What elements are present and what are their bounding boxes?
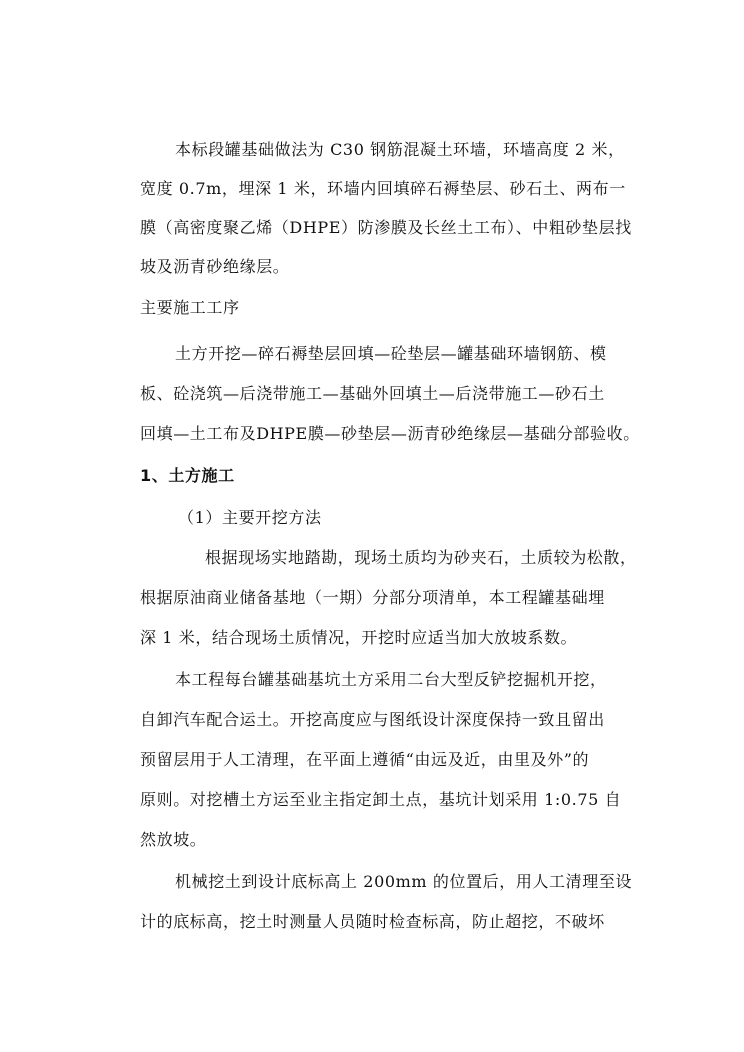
paragraph4-line2: 自卸汽车配合运土。开挖高度应与图纸设计深度保持一致且留出 bbox=[140, 710, 605, 729]
paragraph4-line1: 本工程每台罐基础基坑土方采用二台大型反铲挖掘机开挖， bbox=[175, 670, 607, 689]
paragraph1-line3: 膜（高密度聚乙烯（DHPE）防渗膜及长丝土工布）、中粗砂垫层找 bbox=[140, 218, 632, 237]
paragraph2-line2: 板、砼浇筑—后浇带施工—基础外回填土—后浇带施工—砂石土 bbox=[140, 384, 605, 403]
paragraph5-line1: 机械挖土到设计底标高上 200mm 的位置后，用人工清理至设 bbox=[175, 872, 633, 891]
paragraph4-line3: 预留层用于人工清理，在平面上遵循“由远及近，由里及外”的 bbox=[140, 750, 590, 769]
paragraph4-line4: 原则。对挖槽土方运至业主指定卸土点，基坑计划采用 1:0.75 自 bbox=[140, 790, 622, 809]
paragraph3-line2: 根据原油商业储备基地（一期）分部分项清单，本工程罐基础埋 bbox=[140, 588, 605, 607]
heading-main-process: 主要施工工序 bbox=[140, 298, 240, 317]
paragraph1-line2: 宽度 0.7m，埋深 1 米，环墙内回填碎石褥垫层、砂石土、两布一 bbox=[140, 179, 626, 198]
paragraph5-line2: 计的底标高，挖土时测量人员随时检查标高，防止超挖，不破坏 bbox=[140, 912, 605, 931]
paragraph3-line1: 根据现场实地踏勘，现场土质均为砂夹石，土质较为松散， bbox=[205, 548, 637, 567]
paragraph2-line3: 回填—土工布及DHPE膜—砂垫层—沥青砂绝缘层—基础分部验收。 bbox=[140, 424, 640, 443]
section1-heading: 1、土方施工 bbox=[140, 466, 235, 485]
subsection1-heading: （1）主要开挖方法 bbox=[178, 508, 322, 527]
paragraph1-line4: 坡及沥青砂绝缘层。 bbox=[140, 257, 290, 276]
paragraph2-line1: 土方开挖—碎石褥垫层回填—砼垫层—罐基础环墙钢筋、模 bbox=[175, 344, 607, 363]
paragraph1-line1: 本标段罐基础做法为 C30 钢筋混凝土环墙，环墙高度 2 米， bbox=[175, 140, 625, 159]
paragraph3-line3: 深 1 米，结合现场土质情况，开挖时应适当加大放坡系数。 bbox=[140, 628, 578, 647]
paragraph4-line5: 然放坡。 bbox=[140, 830, 207, 849]
